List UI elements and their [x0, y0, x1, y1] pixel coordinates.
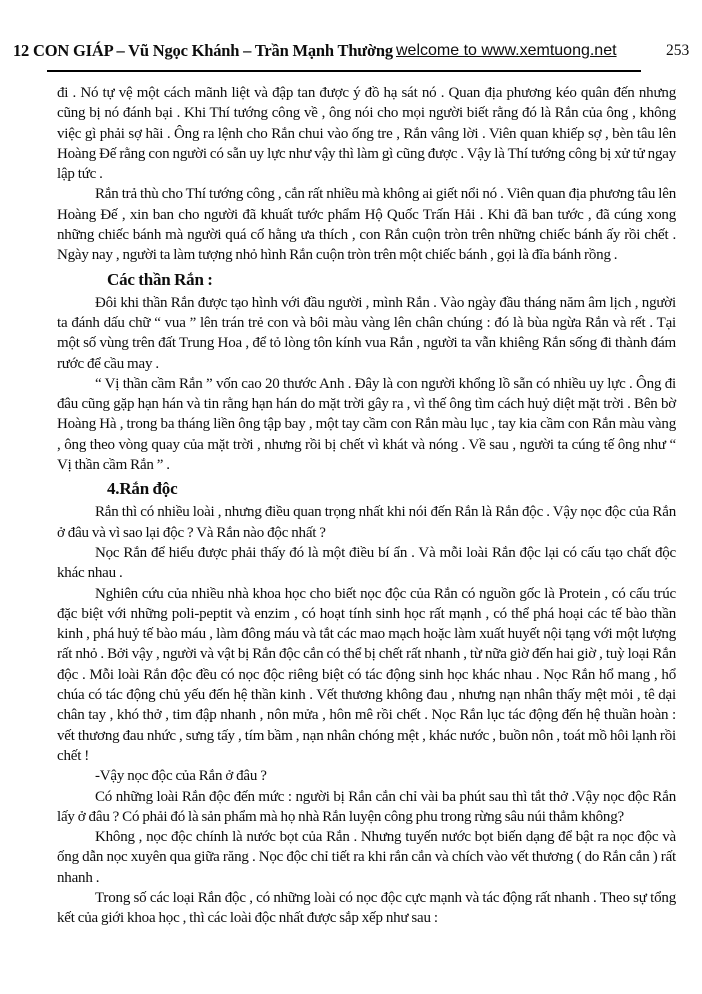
paragraph-snake-god-form: Đôi khi thần Rắn được tạo hình với đầu người , mình Rắn . Vào ngày đầu tháng năm âm lịch , người ta đánh dấu chữ “ vua ” lên trán trẻ con và bôi màu vàng lên chân chúng : đó là bùa ngừa Rắn và rết . Tại một số vùng trên đất Trung Hoa , để tỏ lòng tôn kính vua Rắn , người ta vẫn khiêng Rắn sống đi thành đám rước để cầu may . [57, 294, 676, 372]
header-divider [47, 70, 641, 72]
section-heading-snake-gods: Các thần Rắn : [107, 269, 213, 289]
page-number: 253 [666, 42, 690, 59]
document-body [57, 83, 676, 929]
site-link[interactable]: welcome to www.xemtuong.net [396, 42, 617, 59]
paragraph-venom-saliva: Không , nọc độc chính là nước bọt của Rắn . Nhưng tuyến nước bọt biến dạng để bật ra nọc độc và ống dẫn nọc xuyên qua giữa răng . Nọc độc chỉ tiết ra khi rắn cắn và chích vào vết thương ( do Rắn cắn ) rất nhanh . [57, 829, 676, 886]
book-title: 12 CON GIÁP – Vũ Ngọc Khánh – Trần Mạnh Thường [13, 41, 393, 60]
paragraph-venom-ranking: Trong số các loại Rắn độc , có những loài có nọc độc cực mạnh và tác động rất nhanh . Theo sự tổng kết của giới khoa học , thì các loài độc nhất được sắp xếp như sau : [57, 889, 676, 927]
paragraph-venom-origin: Có những loài Rắn độc đến mức : người bị Rắn cắn chỉ vài ba phút sau thì tắt thở .Vậy nọc độc Rắn lấy ở đâu ? Có phải đó là sản phẩm mà họ nhà Rắn luyện công phu trong rừng sâu núi thẳm không? [57, 788, 676, 825]
paragraph-snake-revenge: Rắn trả thù cho Thí tướng công , cắn rất nhiều mà không ai giết nổi nó . Viên quan địa phương tâu lên Hoàng Đế , xin ban cho người đã khuất tước phẩm Hộ Quốc Trấn Hải . Khi đã ban tước , đã cúng xong những chiếc bánh mà người quá cố hằng ưa thích , con Rắn cuộn tròn trên những chiếc bánh ấy rồi chết . Ngày nay , người ta làm tượng nhỏ hình Rắn cuộn tròn trên một chiếc bánh , gọi là đĩa bánh rồng . [57, 186, 676, 264]
paragraph-snake-defense: đi . Nó tự vệ một cách mãnh liệt và đập tan được ý đồ hạ sát nó . Quan địa phương kéo quân đến nhưng cũng bị nó đánh bại . Khi Thí tướng công về , ông nói cho mọi người biết rằng đó là Rắn của ông , không việc gì phải sợ hãi . Ông ra lệnh cho Rắn chui vào ống tre , Rắn vâng lời . Viên quan khiếp sợ , bèn tâu lên Hoàng Đế rằng con người có sẵn uy lực như vậy thì làm gì cũng được . Vậy là Thí tướng công bị xử tử ngay lập tức . [57, 85, 676, 183]
paragraph-venom-question: -Vậy nọc độc của Rắn ở đâu ? [95, 768, 267, 785]
paragraph-venom-mystery: Nọc Rắn để hiểu được phải thấy đó là một điều bí ẩn . Và mỗi loài Rắn độc lại có cấu tạo chất độc khác nhau . [57, 544, 676, 582]
paragraph-snake-god-holder: “ Vị thần cầm Rắn ” vốn cao 20 thước Anh . Đây là con người khổng lồ sẵn có nhiều uy lực . Ông đi đâu cũng gặp hạn hán và tin rằng hạn hán do mặt trời gây ra , vì thế ông tìm cách huỷ diệt mặt trời . Bên bờ Hoàng Hà , trong ba tháng liền ông tập bay , một tay cầm con Rắn màu lục , tay kia cầm con Rắn màu vàng , ông theo vòng quay của mặt trời , nhưng rồi bị chết vì khát và nóng . Về sau , người ta cúng tế ông như “ Vị thần cầm Rắn ” . [57, 375, 676, 474]
paragraph-venom-species: Rắn thì có nhiều loài , nhưng điều quan trọng nhất khi nói đến Rắn là Rắn độc . Vậy nọc độc của Rắn ở đâu và vì sao lại độc ? Và Rắn nào độc nhất ? [57, 504, 676, 541]
paragraph-venom-research: Nghiên cứu của nhiều nhà khoa học cho biết nọc độc của Rắn có nguồn gốc là Protein , có cấu trúc đặc biệt với những poli-peptit và enzim , có hoạt tính sinh học rất mạnh , có thể phá hoại các tế bào thần kinh , phá huỷ tế bào máu , làm đông máu và tắt các mao mạch hoặc làm xuất huyết nội tạng với một lượng rất nhỏ . Bởi vậy , người và vật bị Rắn độc cắn có thể bị chết rất nhanh , từ nữa giờ đến hai giờ , tuỳ loại Rắn độc . Mỗi loài Rắn độc đều có nọc độc riêng biệt có tác động sinh học khác nhau . Nọc Rắn hổ mang , hổ chúa có tác động chủ yếu đến hệ thần kinh . Vết thương không đau , nhưng nạn nhân thấy mệt mỏi , tê dại chân tay , khó thở , tim đập nhanh , nôn mửa , hôn mê rồi chết . Nọc Rắn lục tác động đến hệ thuần hoàn : vết thương đau nhức , sưng tấy , tím bầm , nạn nhân chóng mệt , khác nước , buồn nôn , toát mồ hôi lạnh rồi chết ! [57, 585, 676, 764]
section-heading-venomous-snakes: 4.Rắn độc [107, 479, 178, 499]
